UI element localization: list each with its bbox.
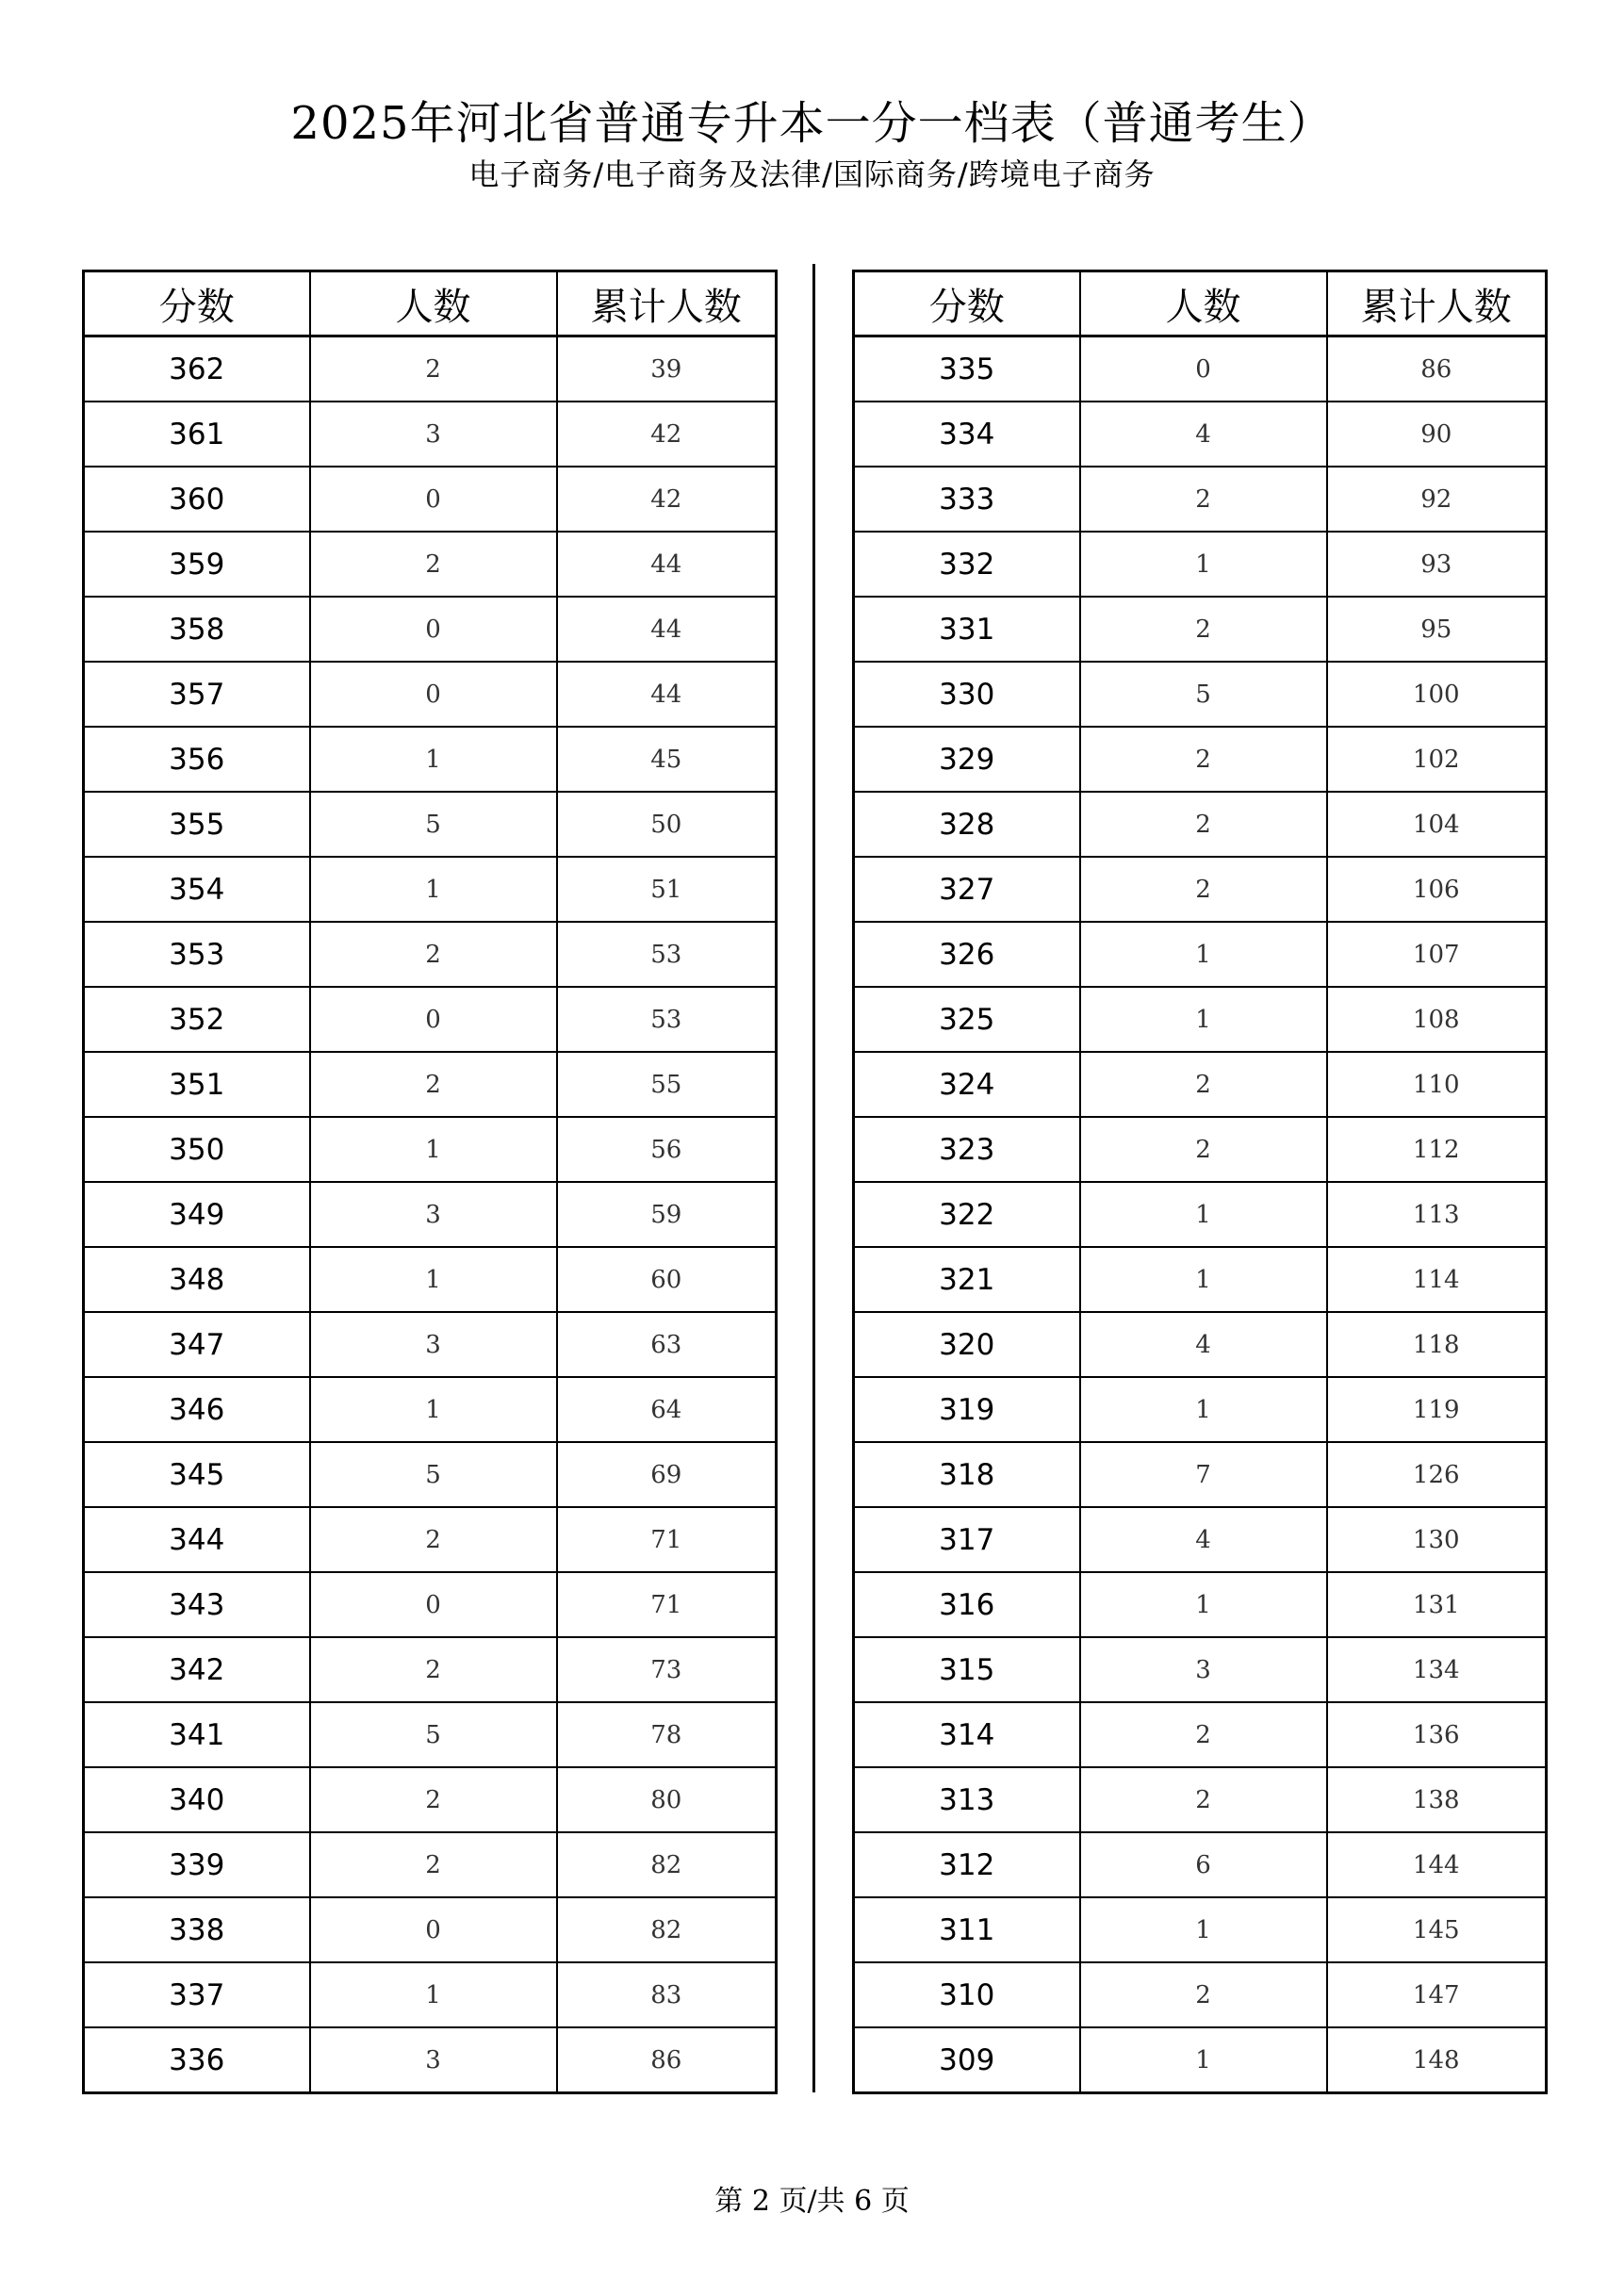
cumulative-cell: 126 [1327,1442,1547,1507]
table-row [84,532,777,597]
score-cell: 362 [84,336,310,402]
table-row [854,727,1547,792]
table-row [854,1572,1547,1637]
count-cell: 5 [310,1702,557,1767]
score-cell: 333 [854,467,1080,532]
score-cell: 336 [84,2027,310,2093]
cumulative-cell: 86 [1327,336,1547,402]
score-cell: 353 [84,922,310,987]
cumulative-cell: 59 [557,1182,777,1247]
page-title: 2025年河北省普通专升本一分一档表（普通考生） [290,97,1334,150]
header-cumulative: 累计人数 [557,271,777,336]
cumulative-cell: 82 [557,1832,777,1897]
score-cell: 357 [84,662,310,727]
count-cell: 1 [1080,2027,1327,2093]
page-subtitle: 电子商务/电子商务及法律/国际商务/跨境电子商务 [468,156,1156,192]
table-row [84,1832,777,1897]
score-cell: 346 [84,1377,310,1442]
score-cell: 321 [854,1247,1080,1312]
score-cell: 332 [854,532,1080,597]
score-cell: 359 [84,532,310,597]
table-row [84,1767,777,1832]
cumulative-cell: 104 [1327,792,1547,857]
count-cell: 1 [310,857,557,922]
cumulative-cell: 44 [557,597,777,662]
table-row [84,1247,777,1312]
table-row [854,1702,1547,1767]
score-cell: 337 [84,1962,310,2027]
table-row [84,1377,777,1442]
cumulative-cell: 100 [1327,662,1547,727]
table-row [84,336,777,402]
count-cell: 2 [1080,1052,1327,1117]
score-cell: 325 [854,987,1080,1052]
score-cell: 343 [84,1572,310,1637]
score-cell: 360 [84,467,310,532]
score-cell: 314 [854,1702,1080,1767]
count-cell: 2 [310,1507,557,1572]
table-row [854,1897,1547,1962]
table-row [84,1702,777,1767]
table-row [854,1832,1547,1897]
score-cell: 329 [854,727,1080,792]
count-cell: 2 [1080,1702,1327,1767]
score-cell: 326 [854,922,1080,987]
count-cell: 1 [310,1117,557,1182]
cumulative-cell: 108 [1327,987,1547,1052]
cumulative-cell: 130 [1327,1507,1547,1572]
score-cell: 309 [854,2027,1080,2093]
cumulative-cell: 113 [1327,1182,1547,1247]
cumulative-cell: 93 [1327,532,1547,597]
cumulative-cell: 42 [557,467,777,532]
table-row [84,1052,777,1117]
cumulative-cell: 51 [557,857,777,922]
table-row [854,1442,1547,1507]
cumulative-cell: 80 [557,1767,777,1832]
count-cell: 0 [310,597,557,662]
table-row [84,402,777,467]
count-cell: 0 [1080,336,1327,402]
count-cell: 2 [310,1637,557,1702]
score-cell: 334 [854,402,1080,467]
cumulative-cell: 56 [557,1117,777,1182]
table-row [854,922,1547,987]
cumulative-cell: 39 [557,336,777,402]
table-row [854,1117,1547,1182]
count-cell: 2 [310,1767,557,1832]
header-score: 分数 [84,271,310,336]
table-row [84,1897,777,1962]
cumulative-cell: 112 [1327,1117,1547,1182]
table-row [854,987,1547,1052]
table-row [84,922,777,987]
count-cell: 1 [310,1962,557,2027]
count-cell: 0 [310,1897,557,1962]
cumulative-cell: 82 [557,1897,777,1962]
table-row [854,857,1547,922]
table-row [84,792,777,857]
score-cell: 350 [84,1117,310,1182]
cumulative-cell: 114 [1327,1247,1547,1312]
count-cell: 2 [1080,727,1327,792]
count-cell: 0 [310,987,557,1052]
count-cell: 3 [310,1182,557,1247]
table-row [854,1247,1547,1312]
table-row [854,336,1547,402]
score-cell: 349 [84,1182,310,1247]
count-cell: 2 [1080,792,1327,857]
cumulative-cell: 71 [557,1572,777,1637]
cumulative-cell: 50 [557,792,777,857]
score-cell: 348 [84,1247,310,1312]
table-row [854,1637,1547,1702]
count-cell: 1 [1080,532,1327,597]
table-row [854,1767,1547,1832]
table-row [854,1312,1547,1377]
score-cell: 347 [84,1312,310,1377]
cumulative-cell: 145 [1327,1897,1547,1962]
score-cell: 313 [854,1767,1080,1832]
table-row [854,662,1547,727]
count-cell: 2 [1080,857,1327,922]
score-cell: 312 [854,1832,1080,1897]
count-cell: 3 [310,1312,557,1377]
cumulative-cell: 148 [1327,2027,1547,2093]
count-cell: 3 [1080,1637,1327,1702]
score-cell: 338 [84,1897,310,1962]
score-cell: 352 [84,987,310,1052]
table-row [84,1637,777,1702]
score-cell: 340 [84,1767,310,1832]
score-cell: 317 [854,1507,1080,1572]
table-row [84,1117,777,1182]
cumulative-cell: 71 [557,1507,777,1572]
table-row [84,1442,777,1507]
cumulative-cell: 134 [1327,1637,1547,1702]
cumulative-cell: 44 [557,532,777,597]
cumulative-cell: 73 [557,1637,777,1702]
table-row [84,1312,777,1377]
table-row [84,1962,777,2027]
count-cell: 1 [1080,1182,1327,1247]
count-cell: 5 [1080,662,1327,727]
score-cell: 318 [854,1442,1080,1507]
table-row [84,1572,777,1637]
count-cell: 2 [1080,1767,1327,1832]
table-row [854,2027,1547,2093]
cumulative-cell: 106 [1327,857,1547,922]
score-cell: 356 [84,727,310,792]
cumulative-cell: 78 [557,1702,777,1767]
table-row [854,467,1547,532]
column-divider [812,264,815,2092]
score-cell: 315 [854,1637,1080,1702]
table-row [854,402,1547,467]
cumulative-cell: 45 [557,727,777,792]
score-cell: 319 [854,1377,1080,1442]
cumulative-cell: 131 [1327,1572,1547,1637]
score-cell: 361 [84,402,310,467]
cumulative-cell: 86 [557,2027,777,2093]
count-cell: 4 [1080,1312,1327,1377]
table-row [84,467,777,532]
count-cell: 1 [1080,922,1327,987]
cumulative-cell: 60 [557,1247,777,1312]
score-cell: 330 [854,662,1080,727]
score-cell: 316 [854,1572,1080,1637]
count-cell: 0 [310,1572,557,1637]
score-cell: 341 [84,1702,310,1767]
table-row [854,792,1547,857]
count-cell: 5 [310,792,557,857]
count-cell: 1 [310,1377,557,1442]
score-cell: 328 [854,792,1080,857]
count-cell: 4 [1080,402,1327,467]
table-row [854,597,1547,662]
table-row [854,1507,1547,1572]
count-cell: 0 [310,467,557,532]
table-row [854,1377,1547,1442]
score-cell: 342 [84,1637,310,1702]
cumulative-cell: 119 [1327,1377,1547,1442]
score-cell: 322 [854,1182,1080,1247]
cumulative-cell: 144 [1327,1832,1547,1897]
table-row [84,987,777,1052]
cumulative-cell: 64 [557,1377,777,1442]
count-cell: 2 [1080,467,1327,532]
score-table-left [82,270,778,2094]
score-cell: 331 [854,597,1080,662]
count-cell: 2 [310,336,557,402]
count-cell: 1 [310,1247,557,1312]
score-table-right [852,270,1548,2094]
count-cell: 2 [1080,1117,1327,1182]
table-row [84,1507,777,1572]
count-cell: 2 [1080,597,1327,662]
count-cell: 4 [1080,1507,1327,1572]
table-row [854,1052,1547,1117]
cumulative-cell: 110 [1327,1052,1547,1117]
score-cell: 327 [854,857,1080,922]
table-row [84,727,777,792]
table-row [854,1962,1547,2027]
score-cell: 310 [854,1962,1080,2027]
score-cell: 323 [854,1117,1080,1182]
count-cell: 6 [1080,1832,1327,1897]
cumulative-cell: 42 [557,402,777,467]
table-row [854,1182,1547,1247]
cumulative-cell: 44 [557,662,777,727]
count-cell: 2 [310,922,557,987]
header-score: 分数 [854,271,1080,336]
score-cell: 355 [84,792,310,857]
cumulative-cell: 147 [1327,1962,1547,2027]
table-row [84,1182,777,1247]
table-header-row [84,271,777,336]
count-cell: 1 [310,727,557,792]
score-cell: 335 [854,336,1080,402]
table-header-row [854,271,1547,336]
count-cell: 1 [1080,1897,1327,1962]
header-count: 人数 [310,271,557,336]
cumulative-cell: 118 [1327,1312,1547,1377]
count-cell: 1 [1080,1247,1327,1312]
cumulative-cell: 138 [1327,1767,1547,1832]
cumulative-cell: 90 [1327,402,1547,467]
count-cell: 2 [310,1832,557,1897]
count-cell: 2 [310,1052,557,1117]
cumulative-cell: 92 [1327,467,1547,532]
score-cell: 320 [854,1312,1080,1377]
score-cell: 351 [84,1052,310,1117]
count-cell: 2 [310,532,557,597]
count-cell: 3 [310,402,557,467]
table-row [84,662,777,727]
cumulative-cell: 55 [557,1052,777,1117]
table-body-right [854,336,1547,2093]
score-cell: 324 [854,1052,1080,1117]
page-footer: 第 2 页/共 6 页 [714,2185,910,2218]
header-cumulative: 累计人数 [1327,271,1547,336]
cumulative-cell: 63 [557,1312,777,1377]
table-row [84,2027,777,2093]
cumulative-cell: 53 [557,987,777,1052]
count-cell: 3 [310,2027,557,2093]
cumulative-cell: 69 [557,1442,777,1507]
count-cell: 5 [310,1442,557,1507]
count-cell: 1 [1080,1572,1327,1637]
cumulative-cell: 53 [557,922,777,987]
score-cell: 339 [84,1832,310,1897]
cumulative-cell: 102 [1327,727,1547,792]
table-body-left [84,336,777,2093]
cumulative-cell: 136 [1327,1702,1547,1767]
score-cell: 358 [84,597,310,662]
cumulative-cell: 107 [1327,922,1547,987]
count-cell: 2 [1080,1962,1327,2027]
score-cell: 345 [84,1442,310,1507]
table-row [854,532,1547,597]
score-cell: 354 [84,857,310,922]
cumulative-cell: 95 [1327,597,1547,662]
count-cell: 0 [310,662,557,727]
count-cell: 7 [1080,1442,1327,1507]
count-cell: 1 [1080,987,1327,1052]
score-cell: 311 [854,1897,1080,1962]
count-cell: 1 [1080,1377,1327,1442]
score-cell: 344 [84,1507,310,1572]
table-row [84,857,777,922]
table-row [84,597,777,662]
header-count: 人数 [1080,271,1327,336]
cumulative-cell: 83 [557,1962,777,2027]
